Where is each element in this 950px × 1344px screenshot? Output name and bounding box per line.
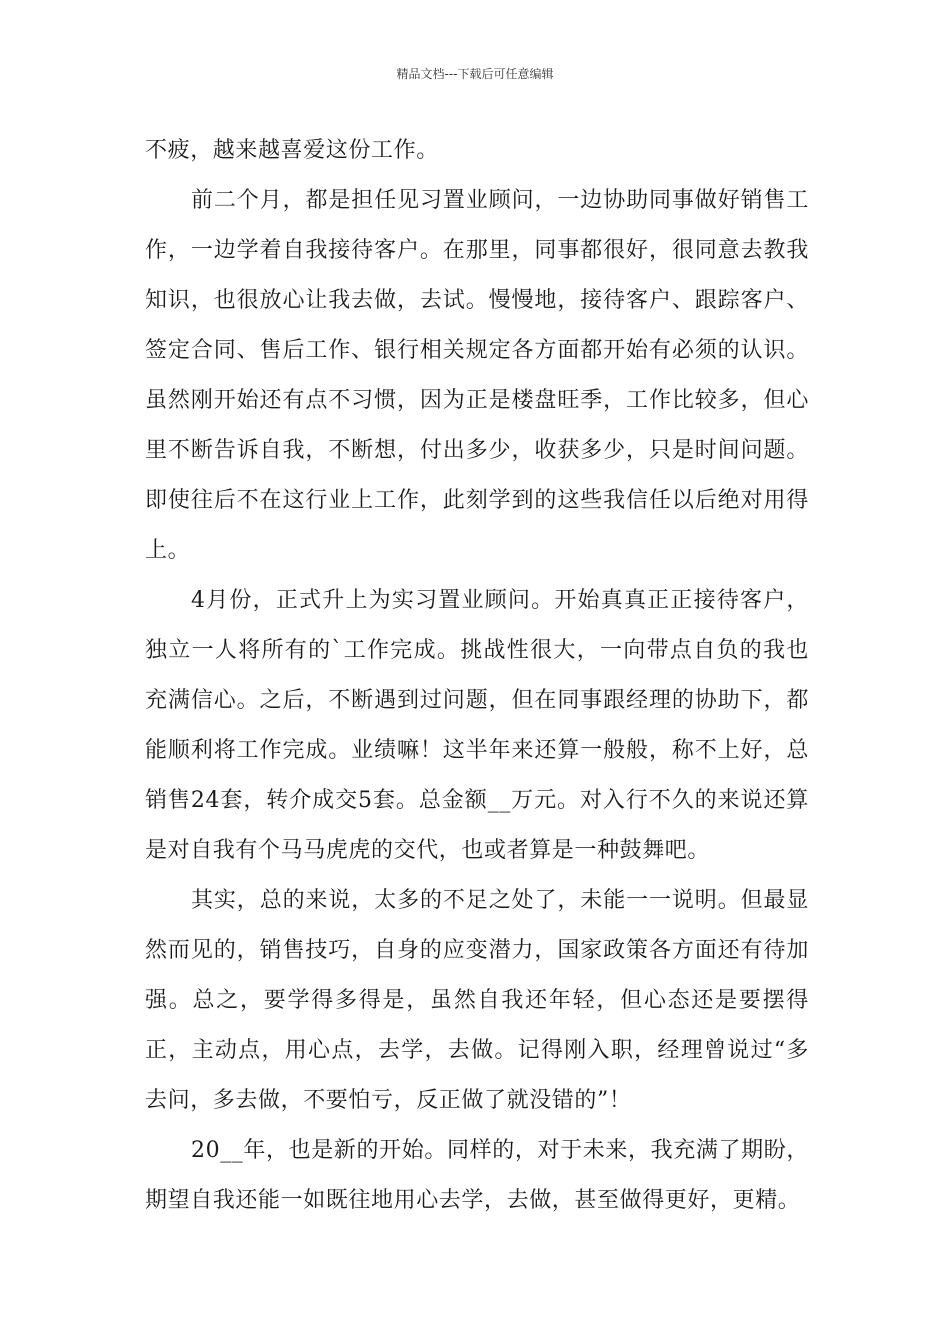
paragraph-3: 4月份，正式升上为实习置业顾问。开始真真正正接待客户，独立一人将所有的`工作完成。挑战性很大，一向带点自负的我也充满信心。之后，不断遇到过问题，但在同事跟经理的协助下，都能顺利将工作完成。业绩嘛！这半年来还算一般般，称不上好，总销售24套，转介成交5套。总金额__万元。对入行不久的来说还算是对自我有个马马虎虎的交代，也或者算是一种鼓舞吧。 — [145, 588, 809, 863]
document-body — [145, 126, 809, 1226]
paragraph-2: 前二个月，都是担任见习置业顾问，一边协助同事做好销售工作，一边学着自我接待客户。在那里，同事都很好，很同意去教我知识，也很放心让我去做，去试。慢慢地，接待客户、跟踪客户、签定合同、售后工作、银行相关规定各方面都开始有必须的认识。虽然刚开始还有点不习惯，因为正是楼盘旺季，工作比较多，但心里不断告诉自我，不断想，付出多少，收获多少，只是时间问题。即使往后不在这行业上工作，此刻学到的这些我信任以后绝对用得上。 — [145, 188, 809, 563]
paragraph-1: 不疲，越来越喜爱这份工作。 — [145, 138, 439, 163]
page-header: 精品文档---下载后可任意编辑 — [396, 67, 554, 81]
paragraph-5: 20__年，也是新的开始。同样的，对于未来，我充满了期盼，期望自我还能一如既往地用心去学，去做，甚至做得更好，更精。 — [145, 1138, 809, 1213]
paragraph-4: 其实，总的来说，太多的不足之处了，未能一一说明。但最显然而见的，销售技巧，自身的应变潜力，国家政策各方面还有待加强。总之，要学得多得是，虽然自我还年轻，但心态还是要摆得正，主动点，用心点，去学，去做。记得刚入职，经理曾说过“多去问，多去做，不要怕亏，反正做了就没错的”！ — [145, 888, 809, 1113]
